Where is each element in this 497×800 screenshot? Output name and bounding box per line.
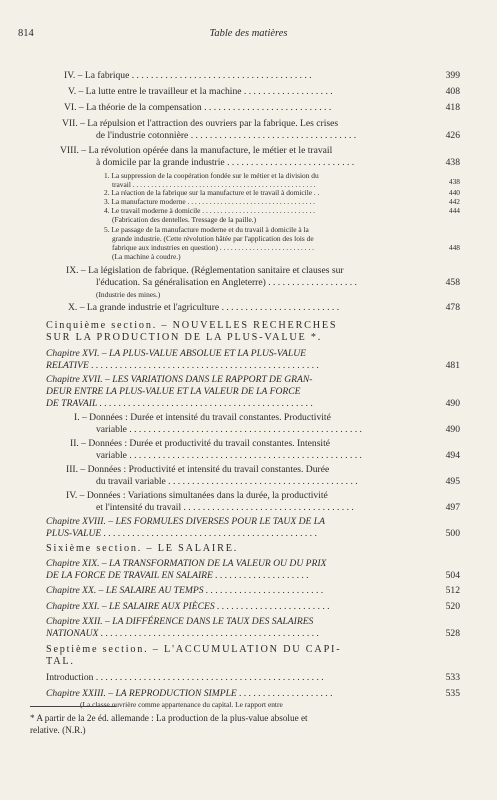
toc-entry-page: 490 xyxy=(445,424,460,435)
toc-entry-page: 494 xyxy=(445,450,460,461)
toc-entry-page: 408 xyxy=(445,86,460,97)
page-number: 814 xyxy=(18,28,34,39)
toc-entry-page: 533 xyxy=(445,672,460,683)
toc-entry-text: 2. La réaction de la fabrique sur la manufacture et le travail à domicile . . xyxy=(104,188,320,197)
toc-entry-page: 444 xyxy=(448,206,460,215)
toc-entry-page: 495 xyxy=(445,476,460,487)
toc-entry-text: Chapitre XVIII. – LES FORMULES DIVERSES POUR LE TAUX DE LA xyxy=(46,516,325,527)
toc-entry-text: Septième section. – L'ACCUMULATION DU CAPI- xyxy=(46,644,342,655)
toc-entry-text: Cinquième section. – NOUVELLES RECHERCHES xyxy=(46,320,338,331)
toc-entry-text: (Industrie des mines.) xyxy=(96,290,161,299)
toc-entry-text: travail . . . . . . . . . . . . . . . . . . . . . . . . . . . . . . . . . . . . . . . . . . . . . . . . . . xyxy=(112,180,316,189)
toc-entry-text: 4. Le travail moderne à domicile . . . . . . . . . . . . . . . . . . . . . . . . . . . . . . . xyxy=(104,206,316,215)
toc-entry-text: VII. – La répulsion et l'attraction des ouvriers par la fabrique. Les crises xyxy=(62,118,339,129)
footnote-line-1: * A partir de la 2e éd. allemande : La production de la plus-value absolue et xyxy=(30,713,308,723)
toc-entry-text: V. – La lutte entre le travailleur et la machine . . . . . . . . . . . . . . . . . . . xyxy=(68,86,333,97)
toc-entry-text: I. – Données : Durée et intensité du travail constantes. Productivité xyxy=(74,412,331,423)
toc-entry-text: 3. La manufacture moderne . . . . . . . . . . . . . . . . . . . . . . . . . . . . . . . . . . . xyxy=(104,197,316,206)
toc-entry-text: grande industrie. (Cette révolution hâtée par l'application des lois de xyxy=(112,234,314,243)
toc-entry-text: TAL. xyxy=(46,656,75,667)
running-header-title: Table des matières xyxy=(209,28,288,39)
toc-entry-page: 504 xyxy=(445,570,460,581)
toc-entry-text: et l'intensité du travail . . . . . . . . . . . . . . . . . . . . . . . . . . . . . . . . . . . . xyxy=(96,502,354,513)
toc-entry-page: 535 xyxy=(445,688,460,699)
toc-entry-text: SUR LA PRODUCTION DE LA PLUS-VALUE *. xyxy=(46,332,323,343)
toc-entry-text: VIII. – La révolution opérée dans la manufacture, le métier et le travail xyxy=(60,145,333,156)
toc-entry-text: II. – Données : Durée et productivité du travail constantes. Intensité xyxy=(70,438,331,449)
toc-entry-page: 442 xyxy=(448,197,460,206)
toc-entry-page: 500 xyxy=(445,528,460,539)
toc-entry-text: l'éducation. Sa généralisation en Angleterre) . . . . . . . . . . . . . . . . . . . xyxy=(96,277,357,288)
toc-entry-page: 520 xyxy=(445,601,460,612)
toc-entry-page: 418 xyxy=(445,102,460,113)
toc-entry-text: DEUR ENTRE LA PLUS-VALUE ET LA VALEUR DE LA FORCE xyxy=(46,386,301,397)
toc-entry-text: Chapitre XX. – LE SALAIRE AU TEMPS . . . . . . . . . . . . . . . . . . . . . . . . . xyxy=(46,585,324,596)
toc-entry-text: DE TRAVAIL . . . . . . . . . . . . . . . . . . . . . . . . . . . . . . . . . . . . . . . . . . . . . xyxy=(46,398,313,409)
toc-entry-text: du travail variable . . . . . . . . . . . . . . . . . . . . . . . . . . . . . . . . . . . . . . . . xyxy=(96,476,358,487)
toc-entry-page: 426 xyxy=(445,130,460,141)
toc-entry-text: NATIONAUX . . . . . . . . . . . . . . . . . . . . . . . . . . . . . . . . . . . . . . . . . . . . . . xyxy=(46,628,320,639)
toc-entry-text: PLUS-VALUE . . . . . . . . . . . . . . . . . . . . . . . . . . . . . . . . . . . . . . . . . . . . . xyxy=(46,528,318,539)
toc-entry-text: VI. – La théorie de la compensation . . . . . . . . . . . . . . . . . . . . . . . . . . . xyxy=(64,102,332,113)
toc-entry-text: 5. Le passage de la manufacture moderne et du travail à domicile à la xyxy=(104,225,309,234)
toc-entry-text: Chapitre XIX. – LA TRANSFORMATION DE LA VALEUR OU DU PRIX xyxy=(46,558,327,569)
toc-entry-text: Introduction . . . . . . . . . . . . . . . . . . . . . . . . . . . . . . . . . . . . . . . . . . . . . . . . xyxy=(46,672,324,683)
footnote-rule xyxy=(30,706,116,707)
toc-entry-text: (La machine à coudre.) xyxy=(112,252,181,261)
toc-entry-text: IX. – La législation de fabrique. (Réglementation sanitaire et clauses sur xyxy=(66,265,344,276)
toc-entry-text: Chapitre XVI. – LA PLUS-VALUE ABSOLUE ET LA PLUS-VALUE xyxy=(46,348,307,359)
toc-entry-page: 490 xyxy=(445,398,460,409)
toc-entry-page: 438 xyxy=(445,157,460,168)
toc-entry-page: 478 xyxy=(445,302,460,313)
toc-entry-text: IV. – Données : Variations simultanées dans la durée, la productivité xyxy=(66,490,328,501)
toc-entry-page: 458 xyxy=(445,277,460,288)
toc-entry-text: RELATIVE . . . . . . . . . . . . . . . . . . . . . . . . . . . . . . . . . . . . . . . . . . . . . . . . xyxy=(46,360,320,371)
toc-entry-text: à domicile par la grande industrie . . . . . . . . . . . . . . . . . . . . . . . . . . . xyxy=(96,157,355,168)
toc-entry-text: III. – Données : Productivité et intensité du travail constantes. Durée xyxy=(66,464,330,475)
toc-entry-page: 497 xyxy=(445,502,460,513)
toc-entry-text: fabrique aux industries en question) . . . . . . . . . . . . . . . . . . . . . . . . . . xyxy=(112,243,314,252)
toc-entry-text: 1. La suppression de la coopération fondée sur le métier et la division du xyxy=(104,171,319,180)
toc-entry-text: IV. – La fabrique . . . . . . . . . . . . . . . . . . . . . . . . . . . . . . . . . . . . . . xyxy=(64,70,312,81)
toc-entry-page: 399 xyxy=(445,70,460,81)
toc-entry-page: 512 xyxy=(445,585,460,596)
toc-entry-page: 481 xyxy=(445,360,460,371)
toc-entry-text: variable . . . . . . . . . . . . . . . . . . . . . . . . . . . . . . . . . . . . . . . . . . . . . . . . . xyxy=(96,450,362,461)
toc-entry-text: Sixième section. – LE SALAIRE. xyxy=(46,543,239,554)
toc-entry-page: 438 xyxy=(448,177,460,186)
toc-entry-text: (Fabrication des dentelles. Tressage de la paille.) xyxy=(112,215,257,224)
toc-entry-text: DE LA FORCE DE TRAVAIL EN SALAIRE . . . . . . . . . . . . . . . . . . . . xyxy=(46,570,309,581)
toc-entry-text: Chapitre XXIII. – LA REPRODUCTION SIMPLE . . . . . . . . . . . . . . . . . . . . xyxy=(46,688,333,699)
toc-entry-text: variable . . . . . . . . . . . . . . . . . . . . . . . . . . . . . . . . . . . . . . . . . . . . . . . . . xyxy=(96,424,362,435)
toc-entry-text: X. – La grande industrie et l'agriculture . . . . . . . . . . . . . . . . . . . . . . . . . xyxy=(68,302,340,313)
toc-entry-text: (La classe ouvrière comme appartenance du capital. Le rapport entre xyxy=(80,700,283,709)
toc-entry-text: Chapitre XVII. – LES VARIATIONS DANS LE RAPPORT DE GRAN- xyxy=(46,374,313,385)
footnote-line-2: relative. (N.R.) xyxy=(30,725,86,735)
toc-entry-text: Chapitre XXII. – LA DIFFÉRENCE DANS LE TAUX DES SALAIRES xyxy=(46,616,314,627)
toc-entry-text: Chapitre XXI. – LE SALAIRE AUX PIÈCES . . . . . . . . . . . . . . . . . . . . . . . . xyxy=(46,601,330,612)
toc-entry-page: 528 xyxy=(445,628,460,639)
toc-entry-page: 440 xyxy=(448,188,460,197)
toc-entry-page: 448 xyxy=(448,243,460,252)
toc-entry-text: de l'industrie cotonnière . . . . . . . . . . . . . . . . . . . . . . . . . . . . . . . . . . . xyxy=(96,130,357,141)
